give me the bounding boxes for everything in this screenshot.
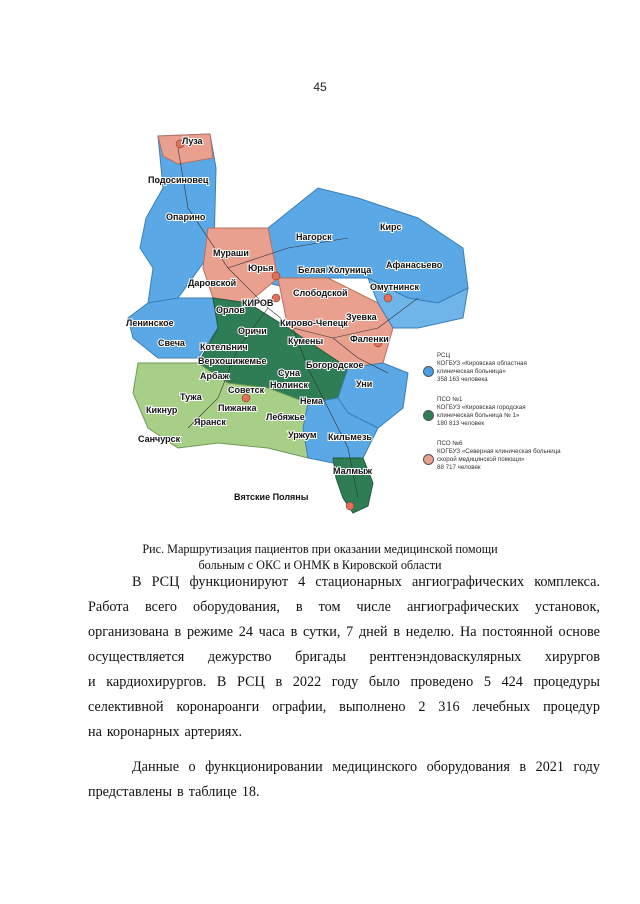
legend-text: клиническая больница»: [437, 368, 506, 375]
label-belaya-kholunitsa: Белая Холуница: [298, 265, 372, 275]
legend-text: клиническая больница № 1»: [437, 412, 520, 419]
legend-dot-psc1: [423, 410, 434, 421]
legend-item-rsc: [423, 352, 593, 384]
word: хирургов: [544, 649, 600, 665]
word: 316: [438, 699, 460, 715]
word: коронарных: [106, 724, 180, 740]
word: осуществляется: [88, 649, 185, 665]
legend-title: ПСО №6: [437, 440, 463, 447]
legend-dot-psc6: [423, 454, 434, 465]
word: В: [132, 574, 142, 590]
legend-title: РСЦ: [437, 352, 451, 359]
legend-title: ПСО №1: [437, 396, 463, 403]
word: всего: [145, 599, 177, 615]
word: ангиографических: [406, 599, 520, 615]
label-malmyzh: Малмыж: [333, 466, 373, 476]
word: и: [88, 674, 96, 690]
word: в: [295, 599, 303, 615]
word: функционируют: [189, 574, 289, 590]
word: РСЦ: [237, 674, 265, 690]
word: стационарных: [315, 574, 402, 590]
legend-text: КОГБУЗ «Кировская городская: [437, 404, 526, 411]
word: Работа: [88, 599, 129, 615]
label-pizhanka: Пижанка: [218, 403, 257, 413]
word: 424: [501, 674, 523, 690]
paragraph-line: [88, 780, 600, 805]
word: том: [318, 599, 341, 615]
label-lebyazhye: Лебяжье: [266, 412, 305, 422]
label-kirs: Кирс: [380, 222, 402, 232]
word: организована: [88, 624, 169, 640]
label-slobodskoy: Слободской: [293, 288, 348, 298]
label-verkhoshizhemye: Верхошижемье: [198, 356, 267, 366]
word: процедур: [543, 699, 600, 715]
word: ангиографических: [412, 574, 525, 590]
word: В: [216, 674, 227, 690]
word: оборудования: [426, 759, 510, 775]
label-sanchursk: Санчурск: [138, 434, 181, 444]
word: комплекса.: [534, 574, 600, 590]
label-uni: Уни: [356, 379, 373, 389]
legend-dot-rsc: [423, 366, 434, 377]
label-nagorsk: Нагорск: [296, 232, 332, 242]
label-nema: Нема: [300, 396, 323, 406]
word: 2022: [292, 674, 322, 690]
word: кардиохирургов.: [106, 674, 207, 690]
word: дежурство: [207, 649, 272, 665]
word: 7: [346, 624, 354, 640]
word: дней: [358, 624, 388, 640]
label-kotelnich: Котельнич: [200, 342, 248, 352]
word: проведено: [410, 674, 474, 690]
word: РСЦ: [151, 574, 180, 590]
paragraph-line: [88, 755, 600, 780]
label-yaransk: Яранск: [194, 417, 226, 427]
word: 2: [418, 699, 426, 715]
label-bogorodskoe: Богородское: [306, 360, 364, 370]
word: таблице: [188, 784, 237, 800]
paragraph-line: [88, 670, 600, 695]
label-orichi: Оричи: [238, 326, 267, 336]
word: селективной: [88, 699, 164, 715]
label-luza: Луза: [182, 136, 203, 146]
paragraph-table-ref: [88, 755, 600, 805]
marker-slobodskoy: [272, 272, 280, 280]
label-suna: Суна: [278, 368, 300, 378]
word: 4: [298, 574, 306, 590]
word: артериях.: [184, 724, 243, 740]
word: сутки,: [302, 624, 341, 640]
word: в: [275, 674, 283, 690]
label-vyatskie-polyany: Вятские Поляны: [234, 492, 309, 502]
label-sovetsk: Советск: [228, 385, 265, 395]
word: часа: [258, 624, 285, 640]
paragraph-line: [88, 720, 600, 745]
word: числе: [356, 599, 391, 615]
paragraph-line: [88, 595, 600, 620]
word: лечебных: [472, 699, 531, 715]
label-kumeny: Кумены: [288, 336, 324, 346]
label-kirov: КИРОВ: [242, 298, 274, 308]
word: 2021: [535, 759, 564, 775]
word: на: [88, 724, 102, 740]
label-arbazh: Арбаж: [200, 371, 229, 381]
paragraph-line: [88, 620, 600, 645]
word: году: [573, 759, 600, 775]
word: ографии,: [272, 699, 327, 715]
word: режиме: [186, 624, 234, 640]
word: процедуры: [533, 674, 600, 690]
marker-omutninsk: [384, 294, 392, 302]
word: представлены: [88, 784, 172, 800]
legend-item-psc6: [423, 440, 593, 472]
figure-caption: [0, 541, 640, 573]
word: 5: [483, 674, 491, 690]
label-kilmez: Кильмезь: [328, 432, 372, 442]
word: коронароанги: [176, 699, 260, 715]
word: 24: [238, 624, 253, 640]
label-yurya: Юрья: [248, 263, 274, 273]
word: в: [519, 759, 527, 775]
word: в: [290, 624, 298, 640]
word: 18.: [241, 784, 260, 800]
word: в: [393, 624, 401, 640]
label-nolinsk: Нолинск: [270, 380, 308, 390]
label-omutninsk: Омутнинск: [370, 282, 419, 292]
paragraph-line: [88, 645, 600, 670]
label-podosinovets: Подосиновец: [148, 175, 209, 185]
word: постоянной: [482, 624, 553, 640]
label-svecha: Свеча: [158, 338, 185, 348]
word: неделю.: [405, 624, 455, 640]
legend-count: 358 163 человека: [437, 376, 488, 383]
word: оборудования,: [193, 599, 280, 615]
caption-line: больным с ОКС и ОНМК в Кировской области: [198, 558, 442, 572]
caption-line: Рис. Маршрутизация пациентов при оказании медицинской помощи: [142, 542, 498, 556]
page-number: 45: [313, 80, 327, 94]
label-oparino: Опарино: [166, 212, 206, 222]
map-legend: [423, 352, 593, 484]
marker-vyatskie-polyany: [346, 502, 354, 510]
word: функционировании: [205, 759, 323, 775]
word: в: [174, 624, 182, 640]
word: было: [368, 674, 400, 690]
legend-count: 180 813 человек: [437, 420, 485, 427]
paragraph-equipment: [88, 570, 600, 745]
word: рентгенэндоваскулярных: [369, 649, 522, 665]
word: выполнено: [339, 699, 406, 715]
word: медицинского: [332, 759, 418, 775]
paragraph-line: [88, 695, 600, 720]
word: в: [177, 784, 184, 800]
label-falenki: Фаленки: [350, 334, 389, 344]
legend-text: скорой медицинской помощи»: [437, 456, 525, 463]
label-darovskoy: Даровской: [188, 278, 237, 288]
legend-item-psc1: [423, 396, 593, 428]
marker-sovetsk: [242, 394, 250, 402]
label-leninskoe: Ленинское: [126, 318, 174, 328]
label-afanasyevo: Афанасьево: [386, 260, 443, 270]
legend-count: 88 717 человек: [437, 464, 481, 471]
word: году: [331, 674, 359, 690]
label-murashi: Мураши: [213, 248, 249, 258]
paragraph-line: [88, 570, 600, 595]
word: бригады: [295, 649, 346, 665]
word: о: [188, 759, 196, 775]
word: основе: [558, 624, 600, 640]
routing-map: [118, 128, 598, 528]
word: установок,: [535, 599, 600, 615]
word: На: [459, 624, 477, 640]
legend-text: КОГБУЗ «Кировская областная: [437, 360, 527, 367]
label-urzhum: Уржум: [288, 430, 317, 440]
label-zuevka: Зуевка: [346, 312, 377, 322]
legend-text: КОГБУЗ «Северная клиническая больница: [437, 448, 561, 455]
label-tuzha: Тужа: [180, 392, 202, 402]
word: Данные: [132, 759, 179, 775]
label-kirovo-chepetsk: Кирово-Чепецк: [280, 318, 348, 328]
label-orlov: Орлов: [216, 305, 245, 315]
label-kiknur: Кикнур: [146, 405, 178, 415]
